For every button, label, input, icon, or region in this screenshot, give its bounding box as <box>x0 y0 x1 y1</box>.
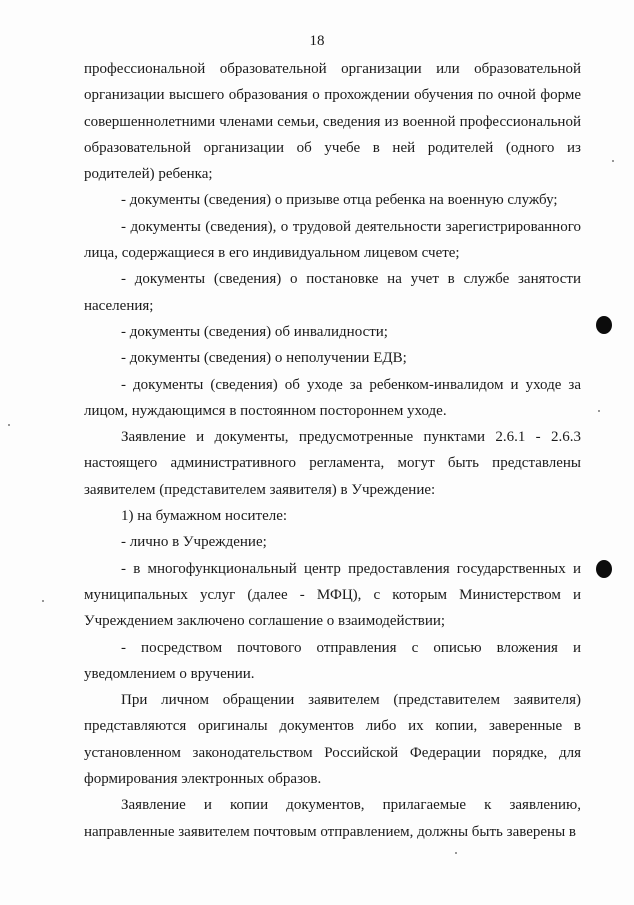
paragraph: Заявление и документы, предусмотренные пунктами 2.6.1 - 2.6.3 настоящего административного регламента, могут быть представлены заявителем (представителем заявителя) в Учреждение: <box>84 429 581 498</box>
scan-speck <box>8 424 10 426</box>
list-item: - документы (сведения) о неполучении ЕДВ; <box>121 350 407 367</box>
paragraph: профессиональной образовательной организации или образовательной организации высшего образования о прохождении обучения по очной форме совершеннолетними членами семьи, сведения из военной профессиональной образовательной организации об учебе в ней родителей (одного из родителей) ребенка; <box>84 61 581 183</box>
paragraph: Заявление и копии документов, прилагаемые к заявлению, направленные заявителем почтовым отправлением, должны быть заверены в <box>84 797 581 840</box>
punch-hole-mark <box>596 316 612 334</box>
page-number: 18 <box>309 33 325 49</box>
document-text <box>84 56 581 845</box>
scan-speck <box>42 600 44 602</box>
scan-speck <box>612 160 614 162</box>
list-item: - документы (сведения) о постановке на учет в службе занятости населения; <box>84 271 581 314</box>
scan-speck <box>598 410 600 412</box>
list-item: - документы (сведения), о трудовой деятельности зарегистрированного лица, содержащиеся в его индивидуальном лицевом счете; <box>84 218 581 262</box>
scan-speck <box>455 852 457 854</box>
list-item: - документы (сведения) о призыве отца ребенка на военную службу; <box>121 192 558 209</box>
list-item: - в многофункциональный центр предоставления государственных и муниципальных услуг (далее - МФЦ), с которым Министерством и Учреждением заключено соглашение о взаимодействии; <box>84 560 581 630</box>
list-item: 1) на бумажном носителе: <box>121 508 288 525</box>
paragraph: При личном обращении заявителем (представителем заявителя) представляются оригиналы документов либо их копии, заверенные в установленном законодательством Российской Федерации порядке, для формирования электронных образов. <box>84 692 581 788</box>
list-item: - посредством почтового отправления с описью вложения и уведомлением о вручении. <box>84 639 581 682</box>
list-item: - лично в Учреждение; <box>121 534 267 551</box>
punch-hole-mark <box>596 560 612 578</box>
list-item: - документы (сведения) об уходе за ребенком-инвалидом и уходе за лицом, нуждающимся в постоянном постороннем уходе. <box>84 376 581 419</box>
list-item: - документы (сведения) об инвалидности; <box>121 323 388 340</box>
